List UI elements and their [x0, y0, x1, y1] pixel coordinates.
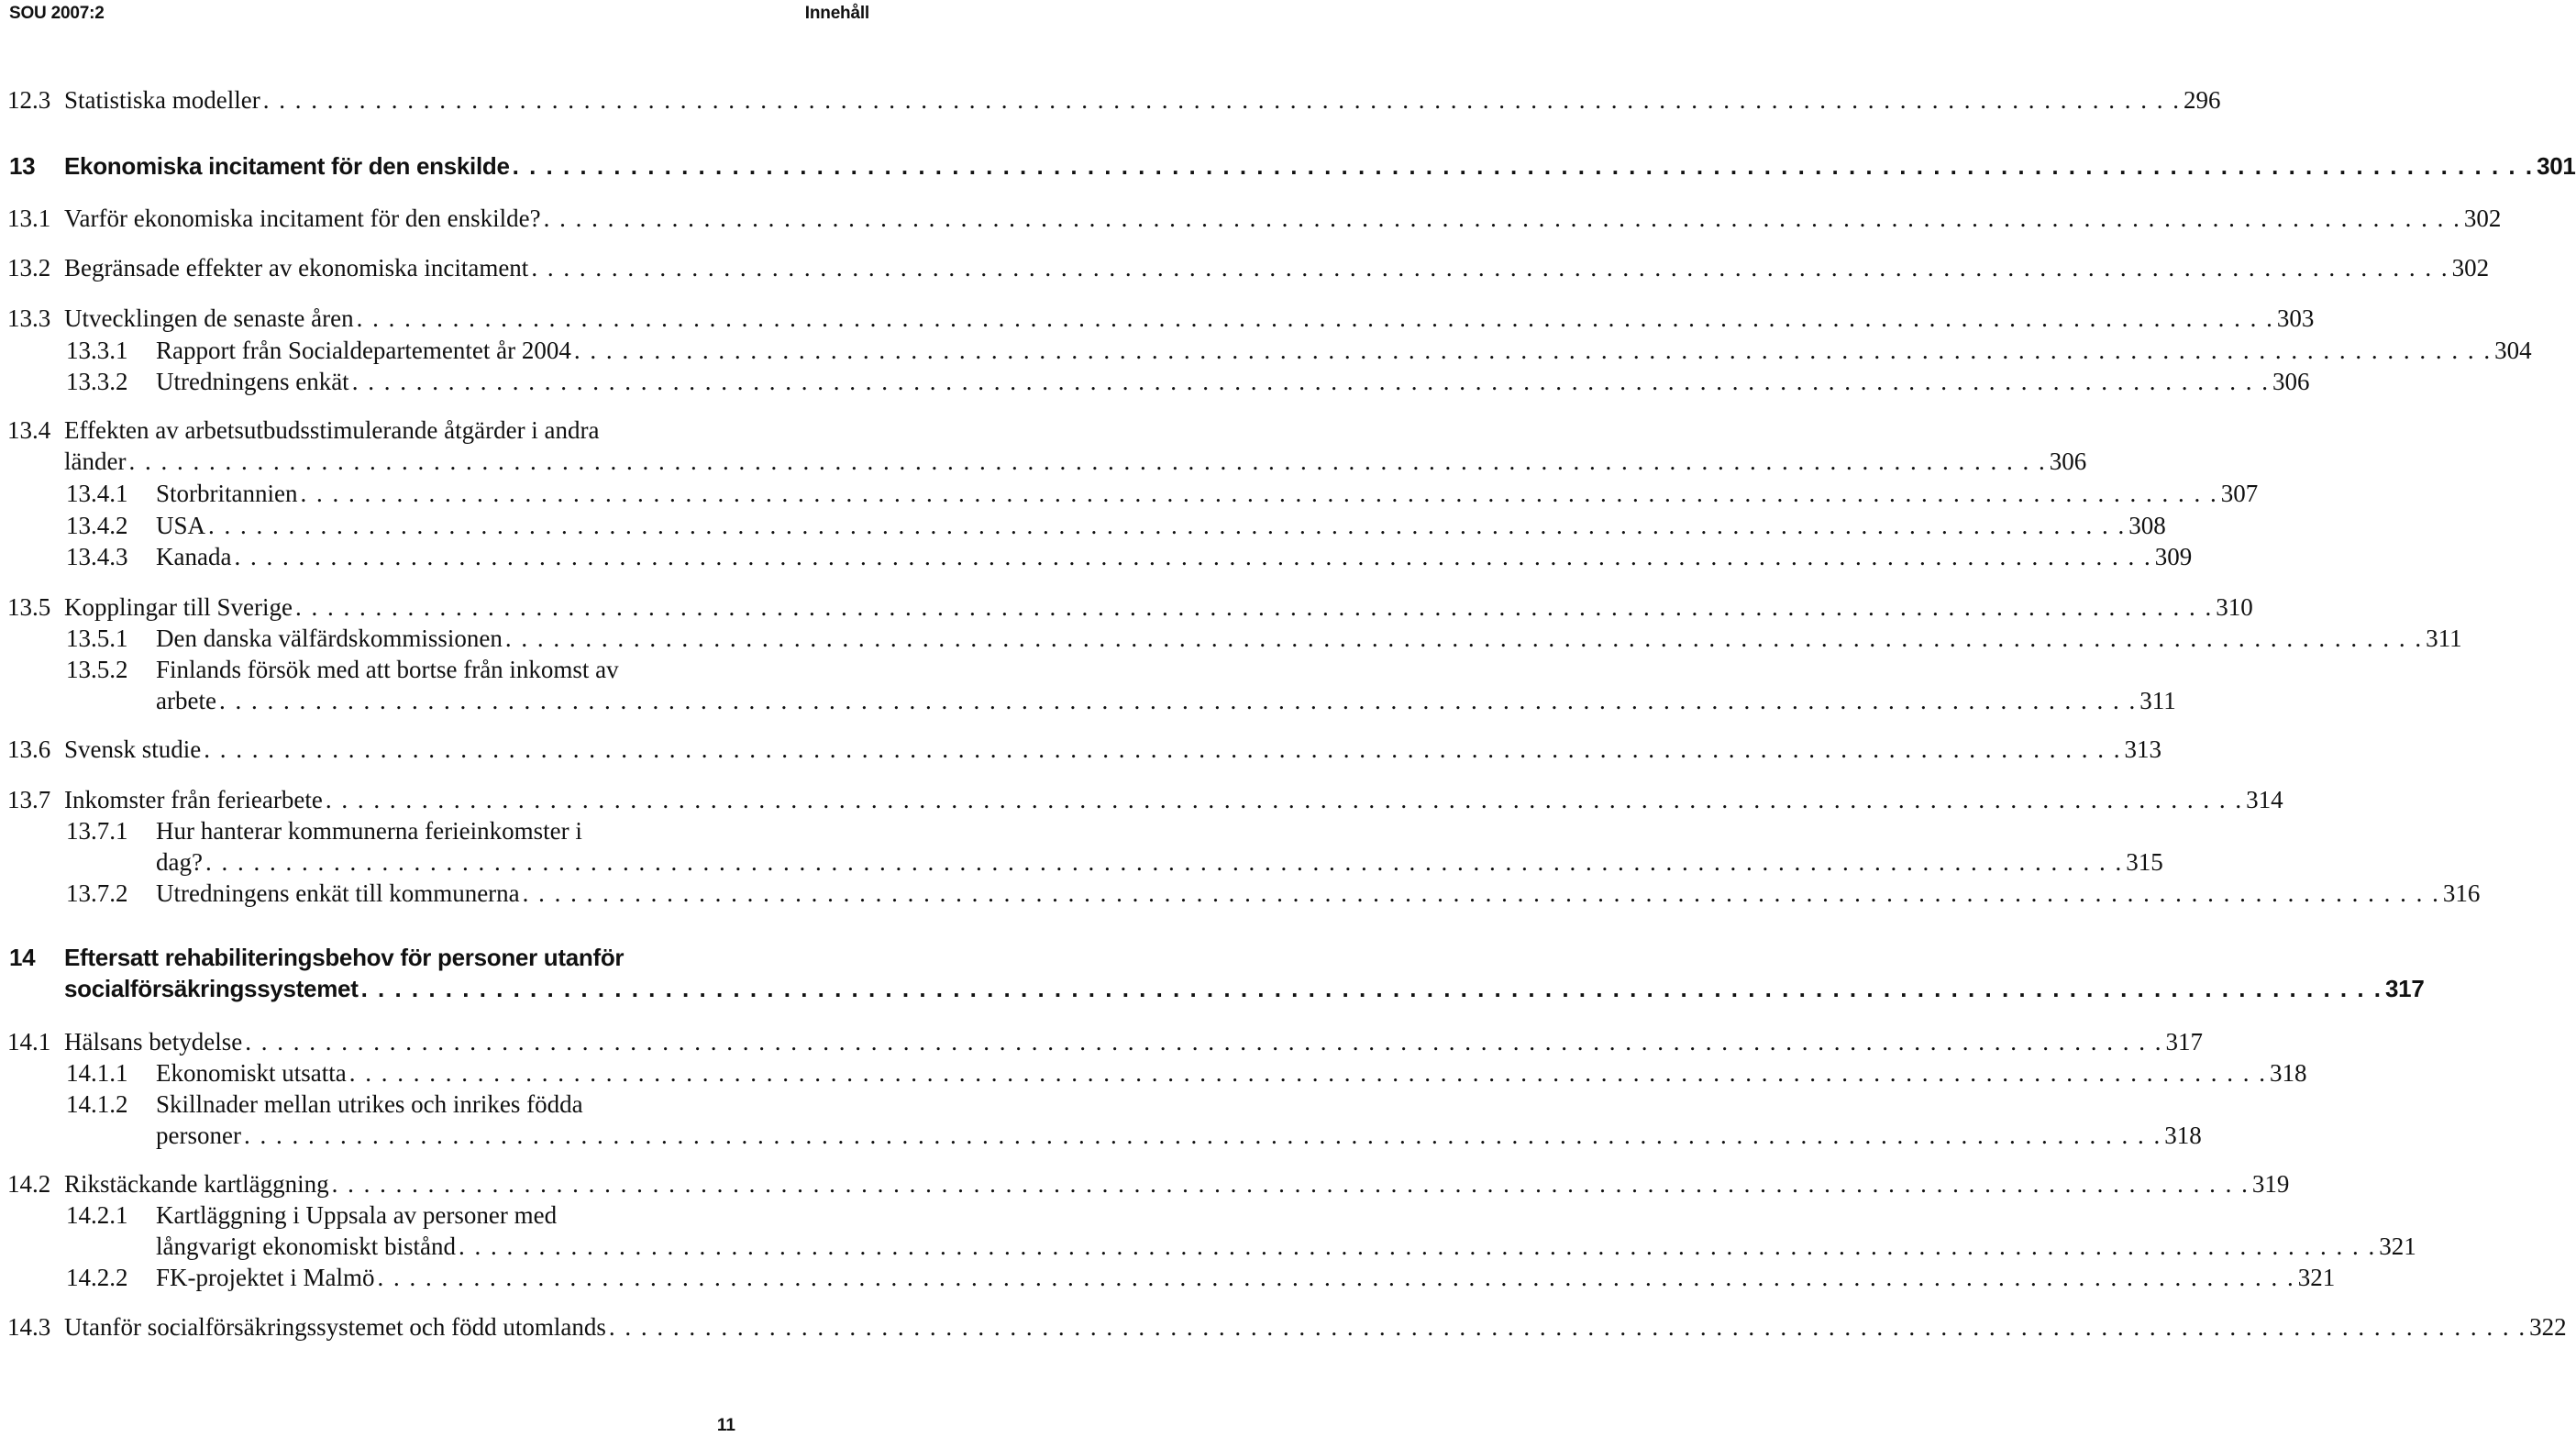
- toc-entry-number: 13.4: [7, 416, 51, 444]
- toc-entry-page: 306: [2049, 448, 2087, 475]
- dot-leader: . . . . . . . . . . . . . . . . . . . . . . . . . . . . . . . . . . . . . . . . . . . . . . . . . . . . . . . . . . . . . . . . . . . . . . . . . . . . . . . . . . . . . . . . . . . . . . . . . . . . . . . . . . . . . . . . . . . . . . . .: [128, 448, 2047, 475]
- toc-entry-number: 14.2: [7, 1170, 51, 1198]
- toc-entry-number: 13.1: [7, 204, 51, 232]
- toc-entry-page: 319: [2251, 1170, 2290, 1198]
- toc-entry-number: 13.4.1: [66, 480, 128, 507]
- toc-entry-title: länder: [64, 448, 127, 475]
- dot-leader: . . . . . . . . . . . . . . . . . . . . . . . . . . . . . . . . . . . . . . . . . . . . . . . . . . . . . . . . . . . . . . . . . . . . . . . . . . . . . . . . . . . . . . . . . . . . . . . . . . . . . . . . . . . . . . . . . . . . . . . .: [512, 152, 2535, 180]
- toc-entry-number: 13.7.1: [66, 817, 128, 845]
- toc-entry-title: Begränsade effekter av ekonomiska incitament: [64, 254, 529, 282]
- toc-entry-page: 296: [2183, 86, 2221, 114]
- dot-leader: . . . . . . . . . . . . . . . . . . . . . . . . . . . . . . . . . . . . . . . . . . . . . . . . . . . . . . . . . . . . . . . . . . . . . . . . . . . . . . . . . . . . . . . . . . . . . . . . . . . . . . . . . . . . . . . . . . . . . . . .: [294, 593, 2214, 621]
- toc-entry[interactable]: [0, 654, 2176, 714]
- toc-entry-page: 318: [2269, 1059, 2307, 1087]
- toc-entry-title: Rikstäckande kartläggning: [64, 1170, 329, 1198]
- toc-entry[interactable]: [0, 203, 2502, 234]
- toc-entry-page: 313: [2124, 735, 2162, 763]
- toc-chapter-entry[interactable]: [0, 150, 2576, 182]
- toc-entry-number: 14.3: [7, 1313, 51, 1341]
- toc-entry-number: 14.2.1: [66, 1201, 128, 1229]
- toc-entry-title: Ekonomiska incitament för den enskilde: [64, 152, 510, 180]
- toc-entry-page: 315: [2126, 848, 2163, 876]
- toc-entry-title: Kartläggning i Uppsala av personer med: [156, 1201, 558, 1229]
- toc-entry-number: 13.4.3: [66, 543, 128, 570]
- toc-entry-title: Finlands försök med att bortse från inkomst av: [156, 656, 619, 683]
- dot-leader: . . . . . . . . . . . . . . . . . . . . . . . . . . . . . . . . . . . . . . . . . . . . . . . . . . . . . . . . . . . . . . . . . . . . . . . . . . . . . . . . . . . . . . . . . . . . . . . . . . . . . . . . . . . . . . . . . . . . . . . .: [531, 254, 2449, 282]
- dot-leader: . . . . . . . . . . . . . . . . . . . . . . . . . . . . . . . . . . . . . . . . . . . . . . . . . . . . . . . . . . . . . . . . . . . . . . . . . . . . . . . . . . . . . . . . . . . . . . . . . . . . . . . . . . . . . . . . . . . . . . . .: [325, 786, 2244, 813]
- dot-leader: . . . . . . . . . . . . . . . . . . . . . . . . . . . . . . . . . . . . . . . . . . . . . . . . . . . . . . . . . . . . . . . . . . . . . . . . . . . . . . . . . . . . . . . . . . . . . . . . . . . . . . . . . . . . . . . . . . . . . . . .: [204, 735, 2122, 763]
- dot-leader: . . . . . . . . . . . . . . . . . . . . . . . . . . . . . . . . . . . . . . . . . . . . . . . . . . . . . . . . . . . . . . . . . . . . . . . . . . . . . . . . . . . . . . . . . . . . . . . . . . . . . . . . . . . . . . . . . . . . . . . .: [234, 543, 2152, 570]
- toc-entry-page: 316: [2442, 879, 2481, 907]
- toc-entry-title: Statistiska modeller: [64, 86, 260, 114]
- toc-entry-number: 13.3.1: [66, 337, 128, 364]
- toc-entry-page: 317: [2165, 1028, 2203, 1056]
- dot-leader: . . . . . . . . . . . . . . . . . . . . . . . . . . . . . . . . . . . . . . . . . . . . . . . . . . . . . . . . . . . . . . . . . . . . . . . . . . . . . . . . . . . . . . . . . . . . . . . . . . . . . . . . . . . . . . . . . . . . . . . .: [300, 480, 2218, 507]
- toc-entry-title: Rapport från Socialdepartementet år 2004: [156, 337, 571, 364]
- toc-entry-page: 308: [2128, 512, 2166, 539]
- toc-entry-title: Inkomster från feriearbete: [64, 786, 323, 813]
- toc-entry[interactable]: [0, 303, 2315, 334]
- toc-entry-page: 302: [2463, 204, 2502, 232]
- toc-entry-number: 13.4.2: [66, 512, 128, 539]
- dot-leader: . . . . . . . . . . . . . . . . . . . . . . . . . . . . . . . . . . . . . . . . . . . . . . . . . . . . . . . . . . . . . . . . . . . . . . . . . . . . . . . . . . . . . . . . . . . . . . . . . . . . . . . . . . . . . . . . . . . . . . . .: [331, 1170, 2250, 1198]
- toc-entry[interactable]: [0, 541, 2193, 572]
- toc-entry-page: 311: [2426, 625, 2462, 652]
- toc-entry[interactable]: [0, 510, 2166, 541]
- toc-entry-title: socialförsäkringssystemet: [64, 975, 359, 1002]
- toc-entry[interactable]: [0, 1026, 2203, 1057]
- toc-entry[interactable]: [0, 335, 2532, 366]
- toc-entry[interactable]: [0, 878, 2481, 909]
- toc-entry-page: 304: [2494, 337, 2532, 364]
- toc-entry[interactable]: [0, 1057, 2307, 1089]
- toc-entry-number: 14.1.1: [66, 1059, 128, 1087]
- toc-entry-title: Den danska välfärdskommissionen: [156, 625, 503, 652]
- toc-entry[interactable]: [0, 84, 2221, 116]
- toc-entry-title: Kanada: [156, 543, 232, 570]
- toc-entry-title: Hur hanterar kommunerna ferieinkomster i: [156, 817, 582, 845]
- toc-entry-number: 14.1: [7, 1028, 51, 1056]
- toc-entry[interactable]: [0, 478, 2259, 509]
- toc-entry-page: 307: [2220, 480, 2259, 507]
- dot-leader: . . . . . . . . . . . . . . . . . . . . . . . . . . . . . . . . . . . . . . . . . . . . . . . . . . . . . . . . . . . . . . . . . . . . . . . . . . . . . . . . . . . . . . . . . . . . . . . . . . . . . . . . . . . . . . . . . . . . . . . .: [348, 1059, 2267, 1087]
- toc-entry-page: 306: [2272, 368, 2310, 395]
- toc-entry[interactable]: [0, 815, 2163, 876]
- toc-entry-number: 13.2: [7, 254, 51, 282]
- toc-entry-number: 12.3: [7, 86, 51, 114]
- toc-entry-page: 322: [2529, 1313, 2567, 1341]
- toc-entry[interactable]: [0, 1311, 2567, 1343]
- toc-entry-number: 13: [9, 152, 36, 180]
- section-title: Innehåll: [804, 4, 869, 23]
- dot-leader: . . . . . . . . . . . . . . . . . . . . . . . . . . . . . . . . . . . . . . . . . . . . . . . . . . . . . . . . . . . . . . . . . . . . . . . . . . . . . . . . . . . . . . . . . . . . . . . . . . . . . . . . . . . . . . . . . . . . . . . .: [208, 512, 2127, 539]
- toc-entry-title: Utanför socialförsäkringssystemet och född utomlands: [64, 1313, 606, 1341]
- toc-entry[interactable]: [0, 623, 2462, 654]
- toc-entry-page: 303: [2276, 304, 2315, 332]
- toc-entry-number: 13.6: [7, 735, 51, 763]
- dot-leader: . . . . . . . . . . . . . . . . . . . . . . . . . . . . . . . . . . . . . . . . . . . . . . . . . . . . . . . . . . . . . . . . . . . . . . . . . . . . . . . . . . . . . . . . . . . . . . . . . . . . . . . . . . . . . . . . . . . . . . . .: [377, 1264, 2295, 1291]
- toc-entry-page: 314: [2246, 786, 2283, 813]
- toc-entry-title: Ekonomiskt utsatta: [156, 1059, 347, 1087]
- toc-entry[interactable]: [0, 1089, 2202, 1149]
- toc-entry-page: 301: [2537, 152, 2576, 180]
- toc-entry[interactable]: [0, 1199, 2416, 1260]
- toc-entry[interactable]: [0, 366, 2310, 397]
- dot-leader: . . . . . . . . . . . . . . . . . . . . . . . . . . . . . . . . . . . . . . . . . . . . . . . . . . . . . . . . . . . . . . . . . . . . . . . . . . . . . . . . . . . . . . . . . . . . . . . . . . . . . . . . . . . . . . . . . . . . . . . .: [245, 1028, 2163, 1056]
- toc-entry-number: 13.7: [7, 786, 51, 813]
- dot-leader: . . . . . . . . . . . . . . . . . . . . . . . . . . . . . . . . . . . . . . . . . . . . . . . . . . . . . . . . . . . . . . . . . . . . . . . . . . . . . . . . . . . . . . . . . . . . . . . . . . . . . . . . . . . . . . . . . . . . . . . .: [543, 204, 2461, 232]
- toc-entry-title: FK-projektet i Malmö: [156, 1264, 375, 1291]
- toc-entry-number: 13.7.2: [66, 879, 128, 907]
- toc-entry-number: 13.5: [7, 593, 51, 621]
- dot-leader: . . . . . . . . . . . . . . . . . . . . . . . . . . . . . . . . . . . . . . . . . . . . . . . . . . . . . . . . . . . . . . . . . . . . . . . . . . . . . . . . . . . . . . . . . . . . . . . . . . . . . . . . . . . . . . . . . . . . . . . .: [218, 687, 2138, 714]
- toc-entry-number: 14: [9, 944, 36, 971]
- toc-entry-page: 318: [2164, 1122, 2202, 1149]
- dot-leader: . . . . . . . . . . . . . . . . . . . . . . . . . . . . . . . . . . . . . . . . . . . . . . . . . . . . . . . . . . . . . . . . . . . . . . . . . . . . . . . . . . . . . . . . . . . . . . . . . . . . . . . . . . . . . . . . . . . . . . . .: [522, 879, 2440, 907]
- toc-entry-number: 13.5.2: [66, 656, 128, 683]
- toc-entry-title: USA: [156, 512, 206, 539]
- page-number: 11: [716, 1416, 735, 1435]
- toc-entry-title: Hälsans betydelse: [64, 1028, 243, 1056]
- toc-entry-title: långvarigt ekonomiskt bistånd: [156, 1232, 456, 1260]
- report-number: SOU 2007:2: [9, 4, 105, 23]
- toc-entry-title: Utredningens enkät till kommunerna: [156, 879, 520, 907]
- toc-chapter-entry[interactable]: [0, 942, 2425, 1002]
- dot-leader: . . . . . . . . . . . . . . . . . . . . . . . . . . . . . . . . . . . . . . . . . . . . . . . . . . . . . . . . . . . . . . . . . . . . . . . . . . . . . . . . . . . . . . . . . . . . . . . . . . . . . . . . . . . . . . . . . . . . . . . .: [351, 368, 2270, 395]
- toc-entry-title: dag?: [156, 848, 203, 876]
- toc-entry-number: 14.1.2: [66, 1090, 128, 1118]
- dot-leader: . . . . . . . . . . . . . . . . . . . . . . . . . . . . . . . . . . . . . . . . . . . . . . . . . . . . . . . . . . . . . . . . . . . . . . . . . . . . . . . . . . . . . . . . . . . . . . . . . . . . . . . . . . . . . . . . . . . . . . . .: [504, 625, 2424, 652]
- toc-entry-number: 13.3: [7, 304, 51, 332]
- dot-leader: . . . . . . . . . . . . . . . . . . . . . . . . . . . . . . . . . . . . . . . . . . . . . . . . . . . . . . . . . . . . . . . . . . . . . . . . . . . . . . . . . . . . . . . . . . . . . . . . . . . . . . . . . . . . . . . . . . . . . . . .: [262, 86, 2181, 114]
- toc-entry-number: 13.5.1: [66, 625, 128, 652]
- toc-entry-title: Utredningens enkät: [156, 368, 349, 395]
- toc-entry[interactable]: [0, 734, 2162, 765]
- dot-leader: . . . . . . . . . . . . . . . . . . . . . . . . . . . . . . . . . . . . . . . . . . . . . . . . . . . . . . . . . . . . . . . . . . . . . . . . . . . . . . . . . . . . . . . . . . . . . . . . . . . . . . . . . . . . . . . . . . . . . . . .: [360, 975, 2383, 1002]
- toc-entry[interactable]: [0, 1168, 2290, 1199]
- toc-entry-page: 302: [2451, 254, 2490, 282]
- running-header: [0, 0, 880, 37]
- toc-entry-number: 13.3.2: [66, 368, 128, 395]
- toc-entry-title: Svensk studie: [64, 735, 202, 763]
- dot-leader: . . . . . . . . . . . . . . . . . . . . . . . . . . . . . . . . . . . . . . . . . . . . . . . . . . . . . . . . . . . . . . . . . . . . . . . . . . . . . . . . . . . . . . . . . . . . . . . . . . . . . . . . . . . . . . . . . . . . . . . .: [458, 1232, 2377, 1260]
- toc-entry-page: 310: [2216, 593, 2253, 621]
- toc-entry-title: Effekten av arbetsutbudsstimulerande åtgärder i andra: [64, 416, 600, 444]
- toc-entry[interactable]: [0, 591, 2253, 623]
- toc-entry-title: Kopplingar till Sverige: [64, 593, 293, 621]
- toc-entry-page: 321: [2297, 1264, 2336, 1291]
- toc-entry-title: Eftersatt rehabiliteringsbehov för personer utanför: [64, 944, 625, 971]
- toc-entry-page: 321: [2379, 1232, 2416, 1260]
- toc-entry[interactable]: [0, 784, 2283, 815]
- toc-entry-page: 311: [2139, 687, 2176, 714]
- dot-leader: . . . . . . . . . . . . . . . . . . . . . . . . . . . . . . . . . . . . . . . . . . . . . . . . . . . . . . . . . . . . . . . . . . . . . . . . . . . . . . . . . . . . . . . . . . . . . . . . . . . . . . . . . . . . . . . . . . . . . . . .: [243, 1122, 2162, 1149]
- dot-leader: . . . . . . . . . . . . . . . . . . . . . . . . . . . . . . . . . . . . . . . . . . . . . . . . . . . . . . . . . . . . . . . . . . . . . . . . . . . . . . . . . . . . . . . . . . . . . . . . . . . . . . . . . . . . . . . . . . . . . . . .: [608, 1313, 2527, 1341]
- dot-leader: . . . . . . . . . . . . . . . . . . . . . . . . . . . . . . . . . . . . . . . . . . . . . . . . . . . . . . . . . . . . . . . . . . . . . . . . . . . . . . . . . . . . . . . . . . . . . . . . . . . . . . . . . . . . . . . . . . . . . . . .: [356, 304, 2274, 332]
- dot-leader: . . . . . . . . . . . . . . . . . . . . . . . . . . . . . . . . . . . . . . . . . . . . . . . . . . . . . . . . . . . . . . . . . . . . . . . . . . . . . . . . . . . . . . . . . . . . . . . . . . . . . . . . . . . . . . . . . . . . . . . .: [573, 337, 2493, 364]
- toc-entry-title: Skillnader mellan utrikes och inrikes födda: [156, 1090, 583, 1118]
- toc-entry-title: Storbritannien: [156, 480, 298, 507]
- dot-leader: . . . . . . . . . . . . . . . . . . . . . . . . . . . . . . . . . . . . . . . . . . . . . . . . . . . . . . . . . . . . . . . . . . . . . . . . . . . . . . . . . . . . . . . . . . . . . . . . . . . . . . . . . . . . . . . . . . . . . . . .: [205, 848, 2124, 876]
- toc-entry[interactable]: [0, 252, 2490, 283]
- toc-entry[interactable]: [0, 1262, 2336, 1293]
- toc-entry-number: 14.2.2: [66, 1264, 128, 1291]
- toc-entry-title: Varför ekonomiska incitament för den enskilde?: [64, 204, 541, 232]
- toc-entry-page: 317: [2385, 975, 2425, 1002]
- toc-entry[interactable]: [0, 415, 2087, 475]
- toc-entry-page: 309: [2154, 543, 2193, 570]
- toc-entry-title: Utvecklingen de senaste åren: [64, 304, 354, 332]
- toc-entry-title: arbete: [156, 687, 216, 714]
- toc-entry-title: personer: [156, 1122, 241, 1149]
